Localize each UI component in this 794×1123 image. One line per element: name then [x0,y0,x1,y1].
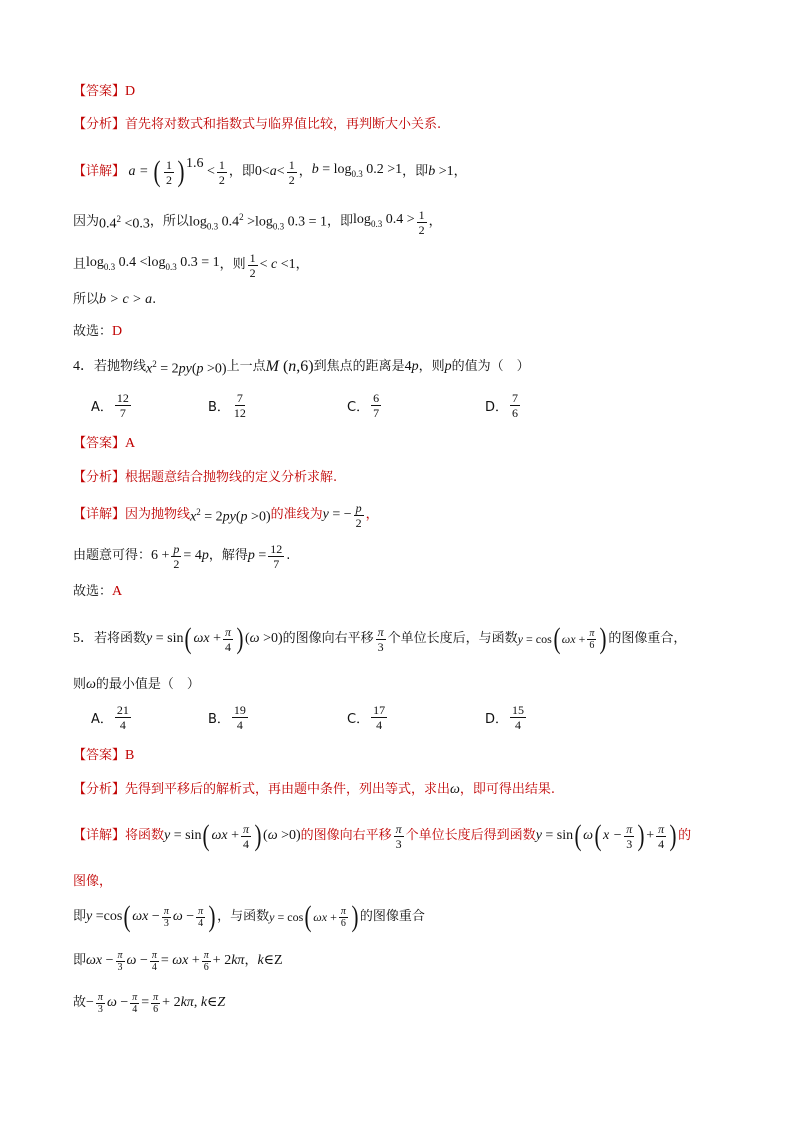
paren-right: ) [669,819,677,852]
q5-detail-line-2 [73,870,112,894]
question-number: 4． [73,359,94,374]
text: ，即 [402,164,429,179]
text: 的图像重合 [359,909,425,924]
detail-tag: 【详解】 [73,507,126,522]
text: ， [453,164,467,179]
option-c[interactable] [347,391,383,420]
q3-detail-line-1 [73,155,467,189]
fraction: $\frac{17}{4}$ [373,703,386,732]
math-formula: ωx + [211,828,239,843]
text: ， [295,257,309,272]
detail-tag: 【详解】 [73,828,126,843]
fraction: $\frac{1}{2}$ [165,157,172,187]
answer-value: B [125,748,135,763]
math-formula: y = cos [517,632,552,646]
fraction: $\frac{1}{2}$ [288,157,295,187]
text: ， [428,214,442,229]
fraction: $\frac{15}{4}$ [512,703,525,732]
fraction: $\frac{21}{4}$ [116,703,129,732]
option-label: C． [347,400,370,415]
paren-left: ( [304,900,312,933]
math-formula: $\log_{0.3} 0.4^2 >\log_{0.3}$ 0.3 = 1 [188,212,328,232]
option-b[interactable] [208,391,250,420]
text: ， [244,953,258,968]
math-formula: = ωx + [160,953,200,968]
math-formula: ωx + [561,632,586,646]
q3-detail-line-4 [73,288,156,312]
option-label: B． [208,400,230,415]
option-label: A． [91,400,113,415]
paren-right: ) [208,900,216,933]
paren-left: ( [184,622,192,655]
answer-value: A [125,436,136,451]
text: ，与函数 [217,909,270,924]
text: ，即 [327,214,354,229]
paren-left: ( [202,819,210,852]
math-formula: y = cos [269,910,304,924]
q4-detail-line-2 [73,540,290,572]
fraction: $\frac{1}{2}$ [249,250,256,280]
math-formula: = 4p [183,548,209,563]
fraction: $\frac{\pi}{3}$ [395,821,402,851]
option-d[interactable] [485,703,528,732]
text: ， [365,507,379,522]
text: 由题意可得： [73,548,152,563]
text: 到焦点的距离是 [313,359,405,374]
math-formula: $\log_{0.3} 0.4$ > [353,212,415,229]
text: 故 [73,995,87,1010]
text: 因为抛物线 [125,507,191,522]
math-formula: y = sin [146,631,184,646]
text: . [286,548,291,563]
q5-detail-line-5 [73,987,225,1019]
fraction: $\frac{12}{7}$ [116,391,129,420]
math-formula: b > c > a [99,292,153,307]
exponent: 1.6 [185,156,204,171]
fraction: $\frac{6}{7}$ [373,391,380,420]
answer-value: D [125,84,136,99]
fraction: $\frac{p}{2}$ [173,541,180,571]
math-formula: ω [583,828,594,843]
math-formula: ω − [126,953,148,968]
fraction: $\frac{p}{2}$ [355,500,362,530]
math-formula: p [444,359,452,374]
paren-left: ( [153,155,161,188]
math-formula: 0<a< [254,164,285,179]
question-number: 5． [73,631,94,646]
fraction: $\frac{\pi}{4}$ [224,624,231,654]
text: 的最小值是（ ） [95,677,200,692]
fraction: $\frac{12}{7}$ [270,541,283,571]
math-formula: p = [247,548,267,563]
math-formula: $\log_{0.3} 0.4 <\log_{0.3}$ 0.3 = 1 [86,255,220,272]
fraction: $\frac{\pi}{4}$ [243,821,250,851]
text: ，解得 [208,548,248,563]
text: 个单位长度后得到函数 [405,828,536,843]
math-formula: < [203,164,215,179]
text: ，则 [418,359,445,374]
q5-stem-line-1 [73,622,686,656]
choose-tag: 故选： [73,324,113,339]
text: 个单位长度后，与函数 [387,631,518,646]
text: 的准线为 [270,507,323,522]
text: 因为 [73,214,100,229]
fraction: $\frac{\pi}{6}$ [589,627,595,651]
paren-right: ) [351,900,359,933]
text: 上一点 [226,359,266,374]
q4-answer-line [73,432,135,456]
choose-tag: 故选： [73,584,113,599]
option-label: B． [208,712,230,727]
paren-right: ) [177,155,185,188]
q5-detail-line-1 [73,818,691,854]
text: 即 [73,953,87,968]
text: ，即 [228,164,255,179]
fraction: $\frac{\pi}{6}$ [203,949,209,973]
q3-detail-line-3 [73,250,309,280]
text: 且 [73,257,87,272]
text: 的图像重合， [608,631,687,646]
fraction: $\frac{7}{6}$ [512,391,519,420]
text: 的 [678,828,692,843]
math-formula: y = sin [535,828,574,843]
option-b[interactable] [208,703,250,732]
math-formula: = [141,995,150,1010]
math-formula: y =cos [86,909,123,924]
text: 即 [73,909,87,924]
paren-left: ( [553,622,561,655]
paren-left: ( [123,900,131,933]
math-formula: ω [450,782,460,797]
option-label: A． [91,712,113,727]
option-a[interactable] [91,703,133,732]
fraction: $\frac{\pi}{3}$ [377,624,384,654]
option-label: D． [485,712,509,727]
math-formula: $b = \log_{0.3} 0.2 >1$ [311,162,403,179]
q5-stem-line-2 [73,673,200,697]
answer-tag: 【答案】 [73,436,126,451]
option-label: C． [347,712,370,727]
q5-detail-line-4 [73,945,283,977]
text: ，则 [219,257,246,272]
math-formula: ω − [172,909,195,924]
math-formula: + [646,828,655,843]
math-formula: (ω >0) [245,631,283,646]
fraction: $\frac{\pi}{6}$ [153,991,159,1015]
detail-tag: 【详解】 [73,164,126,179]
q4-stem [73,355,530,379]
option-c[interactable] [347,703,389,732]
fraction: $\frac{\pi}{6}$ [340,905,346,929]
q3-analysis-line [73,113,441,137]
q4-analysis-line [73,466,337,490]
analysis-tag: 【分析】 [73,470,126,485]
text: ，所以 [149,214,189,229]
paren-right: ) [254,819,262,852]
math-formula: ωx + [193,631,221,646]
analysis-text: ，即可得出结果. [459,782,556,797]
analysis-text: 根据题意结合抛物线的定义分析求解. [125,470,338,485]
math-formula: 4p [404,359,419,374]
fraction: $\frac{19}{4}$ [233,703,246,732]
fraction: $\frac{7}{12}$ [233,391,246,420]
math-formula: ω [86,677,96,692]
q3-detail-line-2 [73,205,442,239]
math-formula: y = sin [164,828,202,843]
paren-left: ( [594,819,602,852]
paren-right: ) [599,622,607,655]
choose-value: A [112,584,123,599]
text: 若抛物线 [94,359,147,374]
answer-tag: 【答案】 [73,84,126,99]
math-formula: b >1 [428,164,454,179]
math-formula: x − [603,828,623,843]
text: 的值为（ ） [451,359,530,374]
math-formula: − [86,995,94,1010]
fraction: $\frac{1}{2}$ [218,157,225,187]
q4-choose-line [73,580,122,604]
option-label: D． [485,400,509,415]
q5-analysis-line [73,778,555,802]
text: 的图像向右平移 [300,828,392,843]
math-formula: + 2kπ [212,953,245,968]
paren-right: ) [236,622,244,655]
q3-answer-line [73,80,135,104]
analysis-tag: 【分析】 [73,782,126,797]
q5-answer-line [73,744,134,768]
fraction: $\frac{\pi}{4}$ [198,905,204,929]
text: 则 [73,677,87,692]
math-formula: M (n,6) [265,358,314,375]
q3-choose-line [73,320,122,344]
paren-right: ) [637,819,645,852]
fraction: $\frac{\pi}{3}$ [97,991,103,1015]
choose-value: D [112,324,123,339]
math-formula: (ω >0) [263,828,301,843]
text: 将函数 [125,828,165,843]
text: ， [298,164,312,179]
fraction: $\frac{\pi}{4}$ [132,991,138,1015]
text: . [152,292,157,307]
fraction: $\frac{\pi}{4}$ [151,949,157,973]
math-formula: ω − [106,995,129,1010]
math-formula: k∈Z [257,953,283,968]
text: 的图像向右平移 [282,631,374,646]
math-formula: ωx − [132,909,160,924]
math-formula: 6 + [151,548,170,563]
analysis-text: 首先将对数式和指数式与临界值比较，再判断大小关系. [125,117,442,132]
text: 所以 [73,292,100,307]
fraction: $\frac{\pi}{3}$ [117,949,123,973]
q5-detail-line-3 [73,900,425,934]
math-formula: a = [125,164,152,179]
analysis-text: 先得到平移后的解析式，再由题中条件，列出等式，求出 [125,782,451,797]
fraction: $\frac{\pi}{3}$ [626,821,633,851]
text: 图像， [73,874,113,889]
paren-left: ( [574,819,582,852]
answer-tag: 【答案】 [73,748,126,763]
math-formula: ωx + [313,910,337,924]
math-formula: $x^2 = 2py(p >0)$ [146,359,227,377]
fraction: $\frac{\pi}{4}$ [658,821,665,851]
fraction: $\frac{1}{2}$ [418,207,425,237]
option-a[interactable] [91,391,133,420]
text: 若将函数 [94,631,147,646]
math-formula: < c <1 [259,257,296,272]
q4-detail-line-1 [73,500,379,530]
fraction: $\frac{\pi}{3}$ [163,905,169,929]
math-formula: $x^2 = 2py(p >0)$ [190,507,271,525]
math-formula: ωx − [86,953,114,968]
math-formula: + 2kπ, k∈Z [162,995,226,1010]
math-formula: y = − [322,507,352,522]
option-d[interactable] [485,391,522,420]
math-formula: $0.4^2 <0.3$ [99,214,150,232]
analysis-tag: 【分析】 [73,117,126,132]
